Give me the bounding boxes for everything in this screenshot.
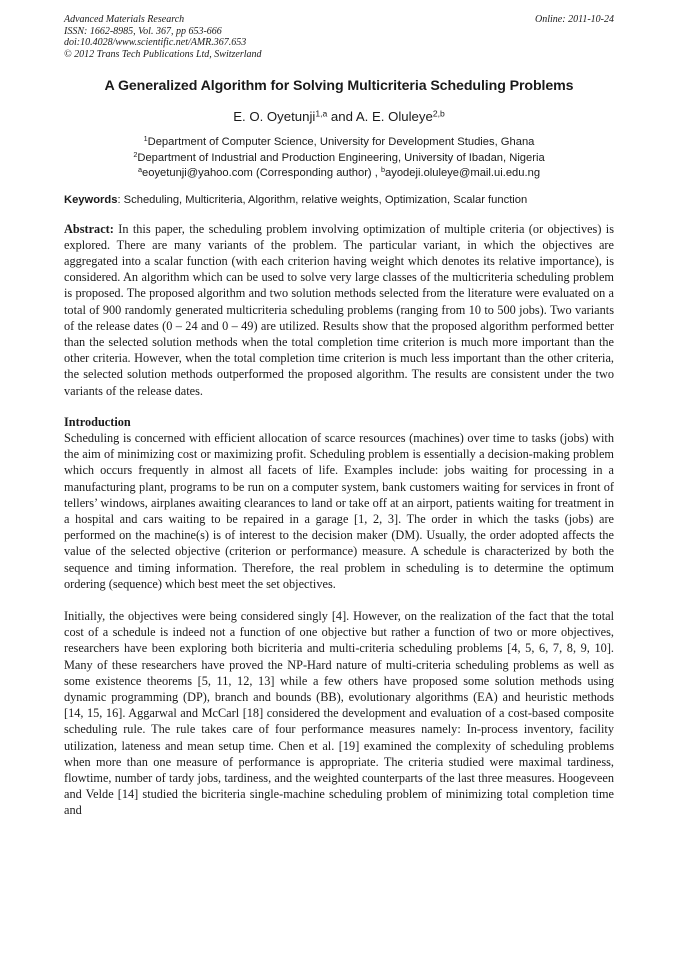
publication-details bbox=[64, 14, 262, 60]
affiliation-2-marker: 2 bbox=[133, 149, 138, 159]
email-b-marker: b bbox=[380, 165, 386, 174]
publication-info bbox=[64, 14, 614, 60]
intro-paragraph-1: Scheduling is concerned with efficient allocation of scarce resources (machines) over time to tasks (jobs) with the aim of minimizing cost or maximizing profit. Scheduling problem is essentially a decision-making problem which occurs frequently in almost all facets of life. Examples include: jobs waiting for processing in a manufacturing plant, programs to be run on a computer system, bank customers waiting for services in front of tellers’ windows, airplanes awaiting clearances to land or take off at an airport, patients waiting for treatment in a hospital and cars waiting to be repaired in a garage [1, 2, 3]. The order in which the tasks (jobs) are performed on the machine(s) is of interest to the decision maker (DM). Usually, the order adopted affects the value of the selected objective (criterion or performance) measure. A schedule is characterized by both the sequence and timing information. Therefore, the real problem in scheduling is to determine the optimum ordering (sequence) which best meet the set objectives. bbox=[64, 430, 614, 591]
paper-title: A Generalized Algorithm for Solving Multicriteria Scheduling Problems bbox=[104, 78, 574, 94]
affiliation-1-text: Department of Computer Science, University for Development Studies, Ghana bbox=[147, 136, 535, 148]
intro-paragraph-2: Initially, the objectives were being considered singly [4]. However, on the realization of the fact that the total cost of a schedule is indeed not a function of one objective but rather a function of two or more objectives, researchers have been exploring both bicriteria and multi-criteria scheduling problems [4, 5, 6, 7, 8, 9, 10]. Many of these researchers have proved the NP-Hard nature of multi-criteria scheduling problems as well as some existence theorems [5, 11, 12, 13] while a few others have proposed some solution methods using dynamic programming (DP), branch and bounds (BB), evolutionary algorithms (EA) and heuristic methods [14, 15, 16]. Aggarwal and McCarl [18] considered the development and evaluation of a cost-based composite scheduling rule. The rule takes care of four performance measures namely: In-process inventory, facility utilization, lateness and mean setup time. Chen et al. [19] examined the complexity of scheduling problems when more than one measure of performance is appropriate. The criteria studied were maximal tardiness, flowtime, number of tardy jobs, tardiness, and the weighted counterparts of the last three measures. Hoogeveen and Velde [14] studied the bicriteria single-machine scheduling problem of minimizing total completion time and bbox=[64, 608, 614, 818]
keywords bbox=[64, 194, 614, 206]
affiliation-2 bbox=[64, 151, 614, 167]
keywords-label: Keywords bbox=[64, 193, 118, 206]
affiliation-2-text: Department of Industrial and Production Engineering, University of Ibadan, Nigeria bbox=[137, 151, 545, 164]
affiliations bbox=[64, 135, 614, 182]
keywords-text: : Scheduling, Multicriteria, Algorithm, relative weights, Optimization, Scalar function bbox=[117, 193, 528, 206]
author-1-affil-marker: 1,a bbox=[315, 108, 328, 119]
email-a: eoyetunji@yahoo.com (Corresponding author) , bbox=[142, 167, 381, 179]
author-2: A. E. Oluleye bbox=[355, 109, 433, 124]
copyright-line: © 2012 Trans Tech Publications Ltd, Switzerland bbox=[64, 48, 262, 60]
abstract bbox=[64, 221, 618, 399]
section-heading-introduction: Introduction bbox=[64, 414, 131, 429]
author-conjunction: and bbox=[327, 109, 356, 124]
author-2-affil-marker: 2,b bbox=[432, 108, 445, 119]
journal-name: Advanced Materials Research bbox=[64, 14, 185, 25]
email-a-marker: a bbox=[137, 165, 142, 174]
affiliation-1 bbox=[64, 135, 614, 151]
author-line bbox=[64, 109, 614, 124]
issn-line: ISSN: 1662-8985, Vol. 367, pp 653-666 bbox=[64, 25, 222, 37]
email-b: ayodeji.oluleye@mail.ui.edu.ng bbox=[385, 167, 541, 179]
online-date: Online: 2011-10-24 bbox=[535, 14, 614, 25]
abstract-label: Abstract: bbox=[64, 221, 114, 236]
author-1: E. O. Oyetunji bbox=[233, 109, 316, 124]
abstract-text: In this paper, the scheduling problem involving optimization of multiple criteria (or objectives) is explored. There are many variants of the problem. The particular variant, in which the objectives are aggregated into a scalar function (with each criterion having weight which denotes its relative importance), is considered. An algorithm which can be used to solve very large classes of the multicriteria scheduling problem is proposed. The proposed algorithm and two solution methods selected from the literature were evaluated on a total of 900 randomly generated multicriteria scheduling problems (ranging from 10 to 500 jobs). Two variants of the release dates (0 – 24 and 0 – 49) are utilized. Results show that the proposed algorithm performed better than the selected solution methods when the total completion time criterion is much more important than the other criteria. However, when the total completion time criterion is much less important than the other criteria, the selected solution methods outperformed the proposed algorithm. The results are consistent under the two variants of the release dates. bbox=[64, 221, 618, 398]
paper-page bbox=[64, 14, 618, 819]
doi-line: doi:10.4028/www.scientific.net/AMR.367.653 bbox=[64, 37, 247, 48]
affiliation-1-marker: 1 bbox=[143, 134, 148, 143]
email-line bbox=[64, 166, 614, 182]
